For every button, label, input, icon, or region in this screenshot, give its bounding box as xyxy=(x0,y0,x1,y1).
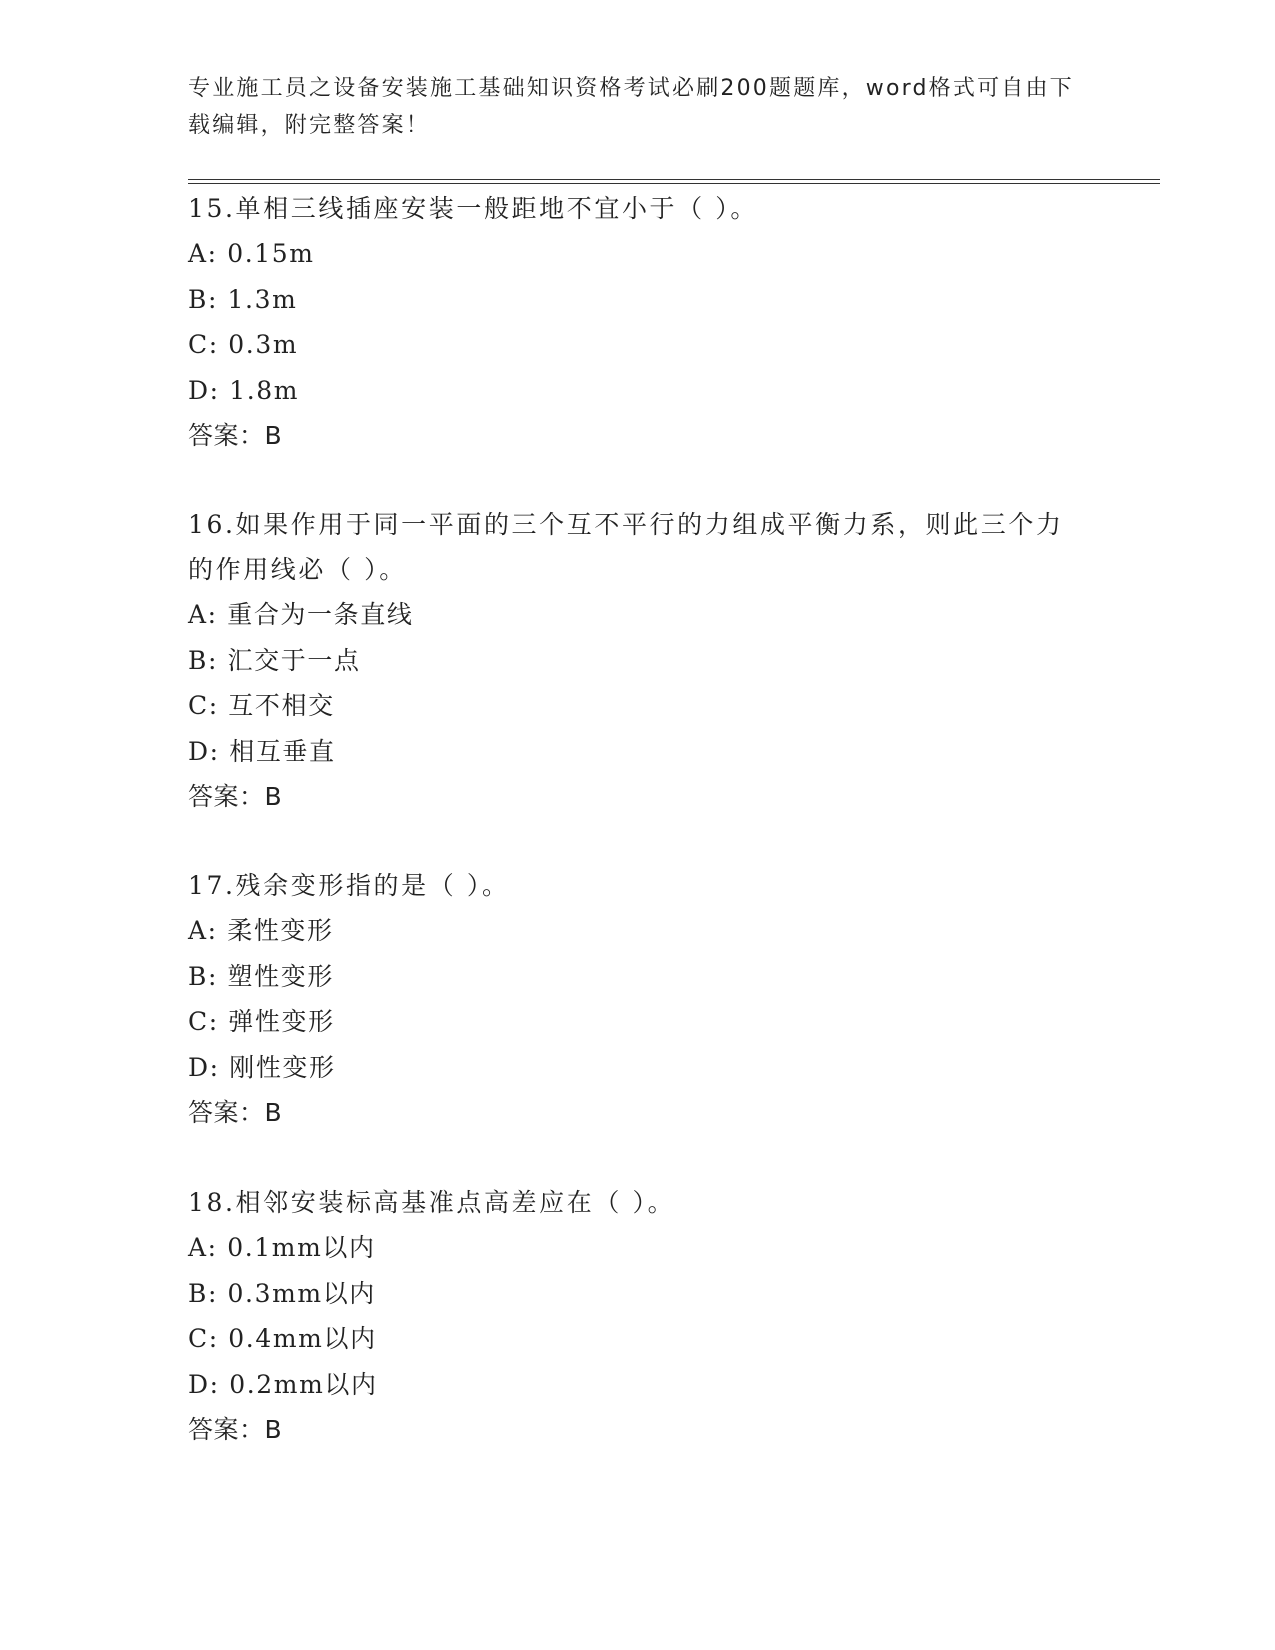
question-text: 15.单相三线插座安装一般距地不宜小于（ ）。 xyxy=(188,194,759,223)
option-d: D: 相互垂直 xyxy=(188,736,336,766)
header-divider-bottom xyxy=(188,183,1160,184)
question-16 xyxy=(188,502,1068,820)
question-15 xyxy=(188,186,1088,459)
option-d: D: 0.2mm以内 xyxy=(188,1369,378,1399)
option-b: B: 1.3m xyxy=(188,284,298,314)
option-a: A: 柔性变形 xyxy=(188,916,334,945)
option-d: D: 刚性变形 xyxy=(188,1052,336,1082)
option-c: C: 0.4mm以内 xyxy=(188,1324,377,1354)
option-c: C: 弹性变形 xyxy=(188,1007,335,1037)
answer: 答案：B xyxy=(188,1415,283,1445)
option-b: B: 0.3mm以内 xyxy=(188,1278,376,1308)
option-a: A: 重合为一条直线 xyxy=(188,600,414,629)
answer: 答案：B xyxy=(188,421,283,451)
question-text: 16.如果作用于同一平面的三个互不平行的力组成平衡力系，则此三个力的作用线必（ ）。 xyxy=(188,510,1064,584)
option-b: B: 汇交于一点 xyxy=(188,645,361,675)
option-c: C: 0.3m xyxy=(188,330,299,360)
option-a: A: 0.1mm以内 xyxy=(188,1233,376,1262)
question-18 xyxy=(188,1180,1088,1453)
option-d: D: 1.8m xyxy=(188,375,300,405)
question-text: 18.相邻安装标高基准点高差应在（ ）。 xyxy=(188,1188,676,1217)
document-title: 专业施工员之设备安装施工基础知识资格考试必刷200题题库，word格式可自由下载编辑，附完整答案！ xyxy=(188,76,1074,138)
header-divider-top xyxy=(188,179,1160,180)
answer: 答案：B xyxy=(188,782,283,812)
option-b: B: 塑性变形 xyxy=(188,961,334,991)
question-17 xyxy=(188,863,1088,1136)
question-text: 17.残余变形指的是（ ）。 xyxy=(188,871,510,900)
option-c: C: 互不相交 xyxy=(188,691,335,721)
answer: 答案：B xyxy=(188,1098,283,1128)
option-a: A: 0.15m xyxy=(188,239,315,268)
